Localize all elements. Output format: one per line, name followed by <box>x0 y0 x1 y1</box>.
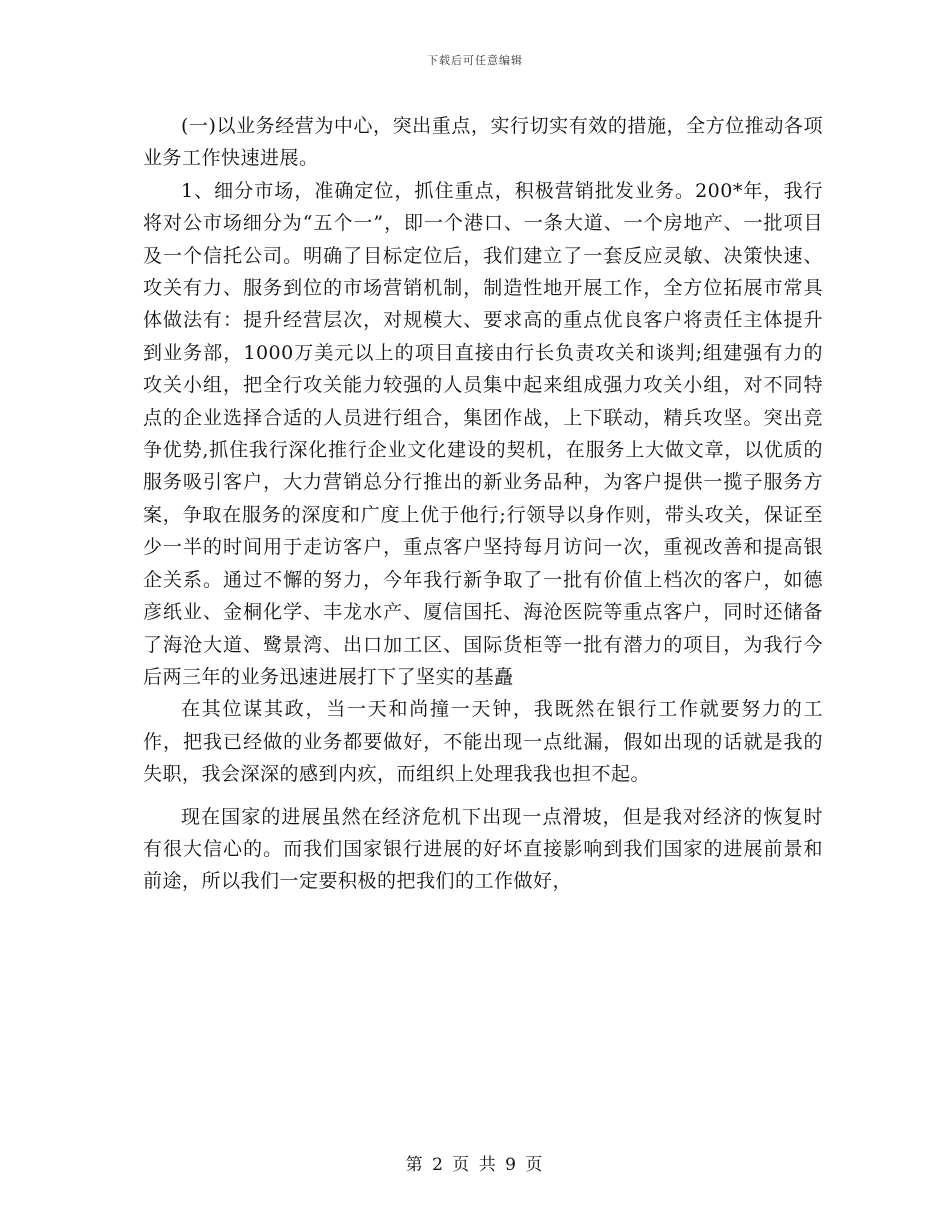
paragraph-section-heading: (一)以业务经营为中心，突出重点，实行切实有效的措施，全方位推动各项业务工作快速进展。 <box>143 115 823 170</box>
paragraph-economy: 现在国家的进展虽然在经济危机下出现一点滑坡，但是我对经济的恢复时有很大信心的。而我们国家银行进展的好坏直接影响到我们国家的进展前景和前途，所以我们一定要积极的把我们的工作做好， <box>143 805 823 893</box>
page-number: 第 2 页 共 9 页 <box>405 1155 545 1175</box>
header-note: 下载后可任意编辑 <box>427 54 523 67</box>
paragraph-market-segmentation: 1、细分市场，准确定位，抓住重点，积极营销批发业务。200*年，我行将对公市场细分为“五个一”，即一个港口、一条大道、一个房地产、一批项目及一个信托公司。明确了目标定位后，我们建立了一套反应灵敏、决策快速、攻关有力、服务到位的市场营销机制，制造性地开展工作，全方位拓展市常具体做法有：提升经营层次，对规模大、要求高的重点优良客户将责任主体提升到业务部，1000万美元以上的项目直接由行长负责攻关和谈判;组建强有力的攻关小组，把全行攻关能力较强的人员集中起来组成强力攻关小组，对不同特点的企业选择合适的人员进行组合，集团作战，上下联动，精兵攻坚。突出竞争优势,抓住我行深化推行企业文化建设的契机，在服务上大做文章，以优质的服务吸引客户，大力营销总分行推出的新业务品种，为客户提供一揽子服务方案，争取在服务的深度和广度上优于他行;行领导以身作则，带头攻关，保证至少一半的时间用于走访客户，重点客户坚持每月访问一次，重视改善和提高银企关系。通过不懈的努力，今年我行新争取了一批有价值上档次的客户，如德彦纸业、金桐化学、丰龙水产、厦信国托、海沧医院等重点客户，同时还储备了海沧大道、鹭景湾、出口加工区、国际货柜等一批有潜力的项目，为我行今后两三年的业务迅速进展打下了坚实的基矗 <box>143 179 823 688</box>
paragraph-duty: 在其位谋其政，当一天和尚撞一天钟，我既然在银行工作就要努力的工作，把我已经做的业务都要做好，不能出现一点纰漏，假如出现的话就是我的失职，我会深深的感到内疚，而组织上处理我我也担不起。 <box>143 698 823 786</box>
document-body <box>143 110 823 898</box>
